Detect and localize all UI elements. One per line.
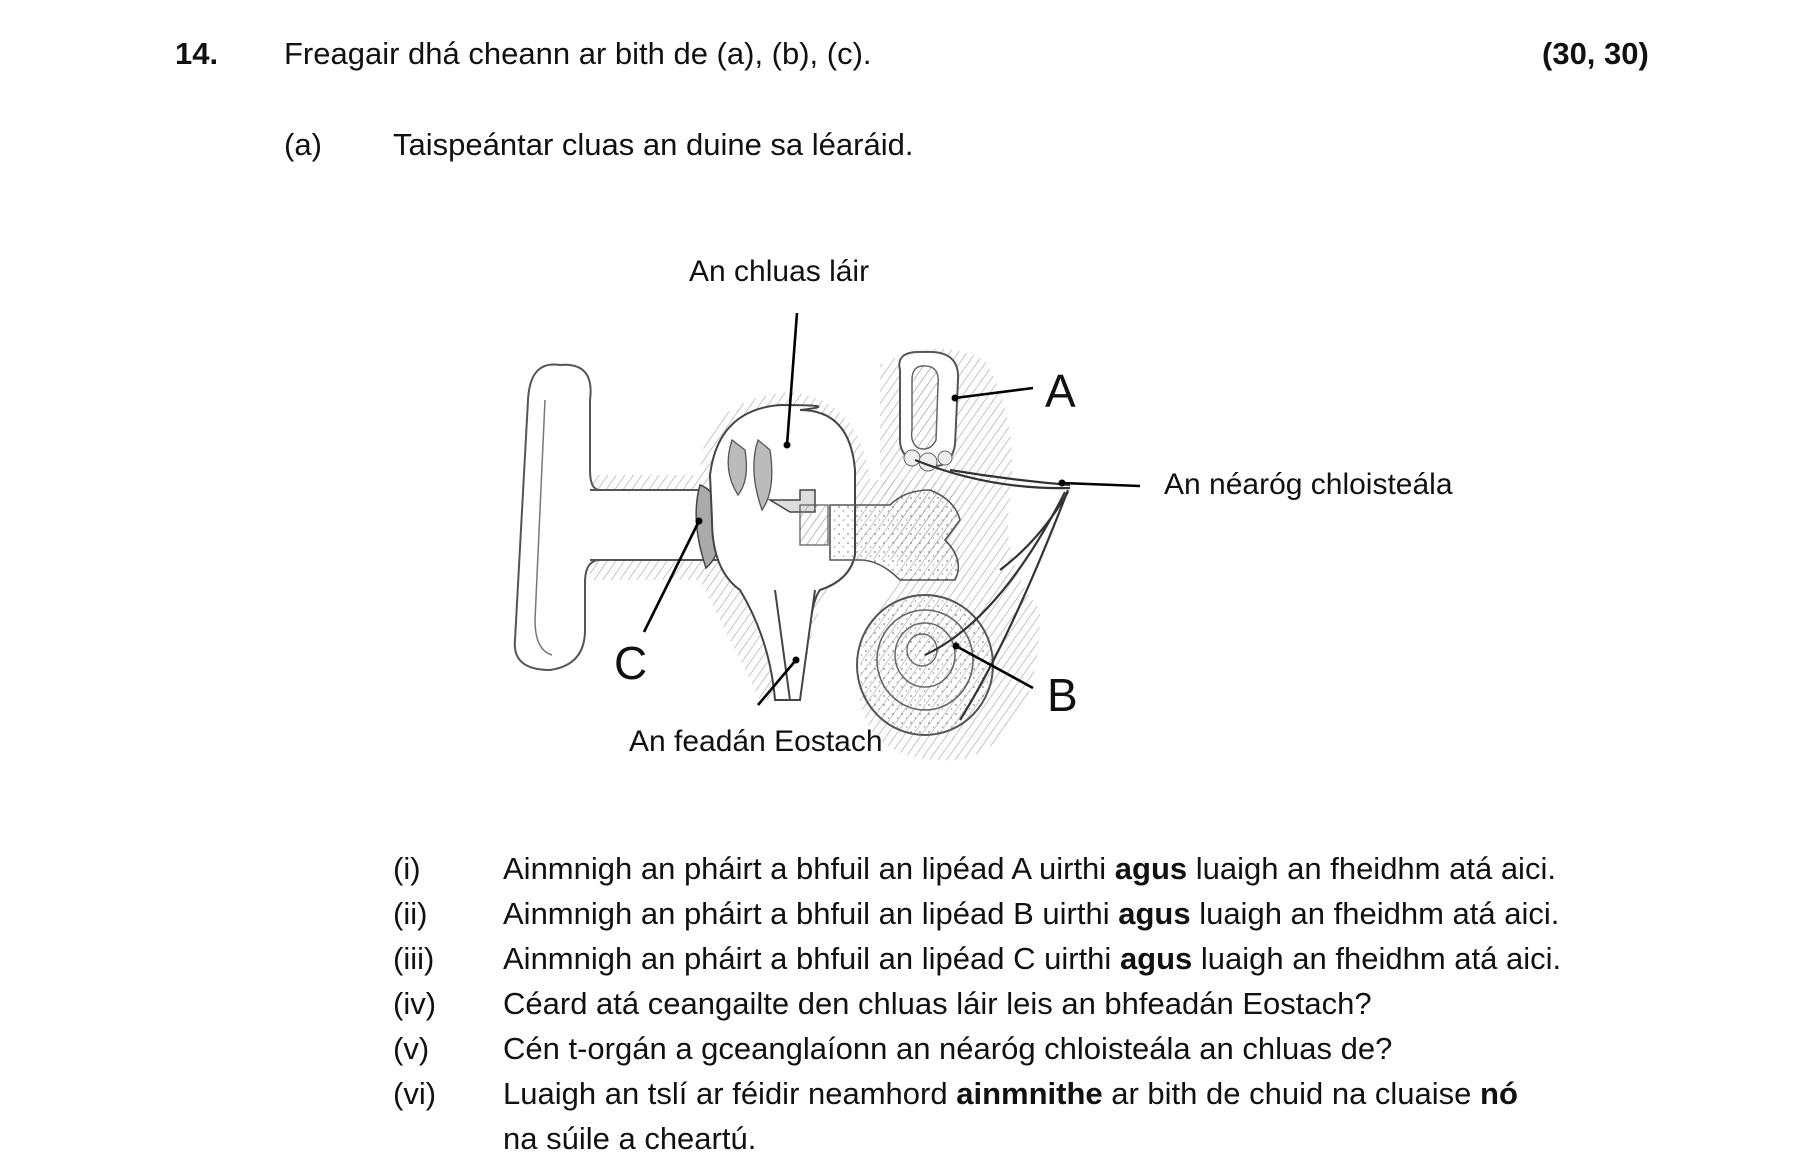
- question-instruction: Freagair dhá cheann ar bith de (a), (b), (c).: [284, 36, 872, 71]
- subquestion-text: Ainmnigh an pháirt a bhfuil an lipéad C uirthi agus luaigh an fheidhm atá aici.: [503, 940, 1562, 976]
- subquestion-list: [393, 846, 1561, 1161]
- subquestion-number: (vi): [393, 1075, 437, 1111]
- subquestion-iv: [393, 981, 1561, 1026]
- label-auditory-nerve: An néaróg chloisteála: [1164, 468, 1453, 501]
- subquestion-text: Luaigh an tslí ar féidir neamhord ainmnithe ar bith de chuid na cluaise nó: [503, 1075, 1518, 1111]
- subquestion-ii: [393, 891, 1561, 936]
- subquestion-number: (ii): [393, 895, 428, 931]
- part-a-intro: Taispeántar cluas an duine sa léaráid.: [393, 127, 914, 162]
- subquestion-iii: [393, 936, 1561, 981]
- ear-canal: [590, 490, 705, 560]
- subquestion-number: (iii): [393, 940, 435, 976]
- subquestion-number: (i): [393, 850, 421, 886]
- subquestion-vi: [393, 1071, 1561, 1116]
- label-letter-c: C: [614, 637, 648, 689]
- subquestion-vi-continuation: na súile a cheartú.: [503, 1120, 757, 1156]
- subquestion-text: Cén t-orgán a gceanglaíonn an néaróg chloisteála an chluas de?: [503, 1030, 1393, 1066]
- subquestion-number: (v): [393, 1030, 430, 1066]
- subquestion-v: [393, 1026, 1561, 1071]
- subquestion-text: Céard atá ceangailte den chluas láir leis an bhfeadán Eostach?: [503, 985, 1372, 1021]
- question-marks: (30, 30): [1542, 36, 1649, 71]
- question-number: 14.: [175, 36, 219, 71]
- label-eustachian-tube: An feadán Eostach: [629, 725, 883, 758]
- label-letter-b: B: [1047, 669, 1078, 721]
- subquestion-text: Ainmnigh an pháirt a bhfuil an lipéad B uirthi agus luaigh an fheidhm atá aici.: [503, 895, 1560, 931]
- subquestion-number: (iv): [393, 985, 437, 1021]
- cochlea: [857, 595, 993, 735]
- label-letter-a: A: [1045, 365, 1076, 417]
- subquestion-i: [393, 846, 1561, 891]
- label-middle-ear: An chluas láir: [689, 255, 870, 288]
- part-a-label: (a): [284, 127, 322, 162]
- subquestion-text: Ainmnigh an pháirt a bhfuil an lipéad A uirthi agus luaigh an fheidhm atá aici.: [503, 850, 1556, 886]
